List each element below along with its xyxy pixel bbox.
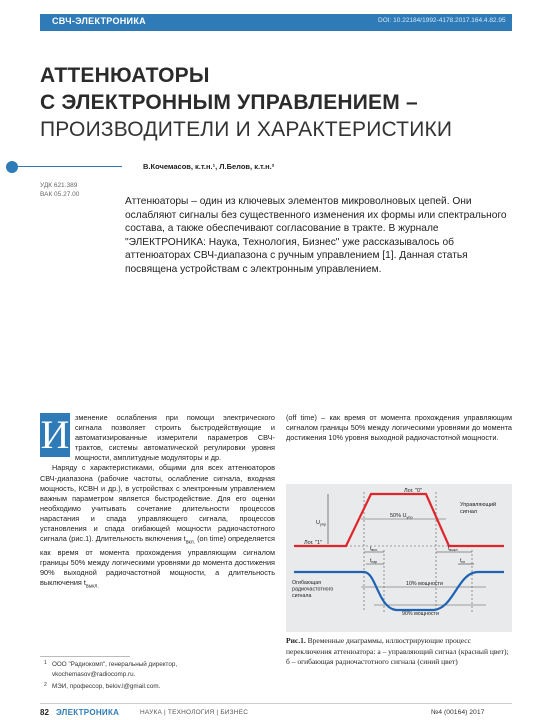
vak-code: ВАК 05.27.00: [40, 191, 80, 198]
footnote-2: МЭИ, профессор, belov.l@gmail.com.: [52, 683, 161, 690]
t-rise-label: $t_{нар}$: [370, 558, 378, 565]
footnote-1-number: 1: [44, 660, 47, 666]
byline-rule: [18, 166, 122, 167]
paragraph-1-text: зменение ослабления при помощи электрического сигнала позволяет строить быстродействующие и автоматизированные измерители параметров СВЧ-трактов, системы автоматической регулировки уровня мощности, амплитудные модуляторы и др.: [75, 413, 275, 463]
footnote-1-line-1: ООО "Радиокомп", генеральный директор,: [52, 661, 178, 668]
authors: В.Кочемасов, к.т.н.¹, Л.Белов, к.т.н.²: [143, 162, 275, 171]
page-number: 82: [40, 708, 49, 717]
paragraph-2-tail: (on time) определяется как время от момента прохождения управляющим сигналом границы 50% между логическими уровнями до момента достижения 90% выходной радиочастотной мощности, а длительность выключения t: [40, 534, 275, 587]
footnote-rule: [40, 656, 130, 657]
ninety-percent-label: 90% мощности: [402, 611, 439, 617]
udk-code: УДК 621.389: [40, 182, 78, 189]
ten-percent-label: 10% мощности: [406, 581, 443, 587]
drop-cap: И: [40, 412, 70, 457]
figure-caption: [286, 636, 512, 668]
envelope-label: Огибающая радиочастотного сигнала: [292, 580, 334, 599]
paragraph-2: [40, 463, 275, 591]
footnote-1-email[interactable]: vkochemasov@radiocomp.ru.: [52, 671, 136, 678]
journal-name: ЭЛЕКТРОНИКА: [56, 708, 120, 717]
timing-diagram-figure: [286, 484, 512, 632]
log0-label: Лог. "0": [404, 488, 423, 494]
section-label: СВЧ-ЭЛЕКТРОНИКА: [52, 16, 146, 26]
half-level-label: 50% $U_{упр}$: [390, 513, 413, 520]
issue-number: №4 (00164) 2017: [431, 709, 485, 716]
journal-subtitle: НАУКА | ТЕХНОЛОГИЯ | БИЗНЕС: [140, 709, 249, 716]
article-subtitle: ПРОИЗВОДИТЕЛИ И ХАРАКТЕРИСТИКИ: [40, 118, 453, 141]
footer-rule: [40, 703, 512, 704]
u-ctrl-label: $U_{упр}$: [316, 520, 327, 527]
abstract: Аттенюаторы – один из ключевых элементов микроволновых цепей. Они ослабляют сигналы без существенного изменения их формы или спектрального состава, а также обеспечивают согласование в тракте. В журнале "ЭЛЕКТРОНИКА: Наука, Технология, Бизнес" уже рассказывалось об аттенюаторах СВЧ-диапазона с ручным управлением [1]. Данная статья посвящена устройствам с электронным управлением.: [125, 196, 507, 275]
paragraph-3: (off time) – как время от момента прохождения управляющим сигналом границы 50% между логическими уровнями до момента достижения 10% уровня выходной радиочастотной мощности.: [286, 413, 512, 443]
doi-link[interactable]: DOI: 10.22184/1992-4178.2017.164.4.82.95: [378, 17, 506, 24]
body-column-right: [286, 413, 512, 443]
byline-dot-icon: [6, 161, 18, 173]
paragraph-2-text: Наряду с характеристиками, общими для всех аттенюаторов СВЧ-диапазона (рабочие частоты, ослабление сигнала, входная мощность, КСВН и др.), в устройствах с электронным управлением важным параметром является быстродействие. Для его оценки необходимо учитывать сочетание длительности процессов нарастания и спада управляющего сигнала, процессов установления и спада огибающей мощности радиочастотного сигнала (рис.1). Длительность включения t: [40, 463, 275, 544]
control-signal-label: Управляющий сигнал: [460, 502, 497, 515]
t-off-label: $t_{выкл.}$: [448, 546, 459, 553]
footnote-2-number: 2: [44, 682, 47, 688]
t-on-subscript: вкл.: [185, 539, 196, 546]
paragraph-1: [40, 413, 275, 463]
t-fall-label: $t_{сп}$: [460, 558, 466, 565]
log1-label: Лог. "1": [304, 540, 323, 546]
caption-text: Временные диаграммы, иллюстрирующие процесс переключения аттенюатора: а – управляющий сигнал (красный цвет); б – огибающая радиочастотного сигнала (синий цвет): [286, 636, 509, 666]
t-off-subscript: выкл.: [85, 583, 99, 590]
caption-label: Рис.1.: [286, 636, 306, 645]
article-title-line-2: С ЭЛЕКТРОННЫМ УПРАВЛЕНИЕМ –: [40, 91, 418, 114]
body-column-left: [40, 413, 275, 592]
t-on-label: $t_{вкл.}$: [370, 546, 378, 553]
article-title-line-1: АТТЕНЮАТОРЫ: [40, 64, 210, 87]
